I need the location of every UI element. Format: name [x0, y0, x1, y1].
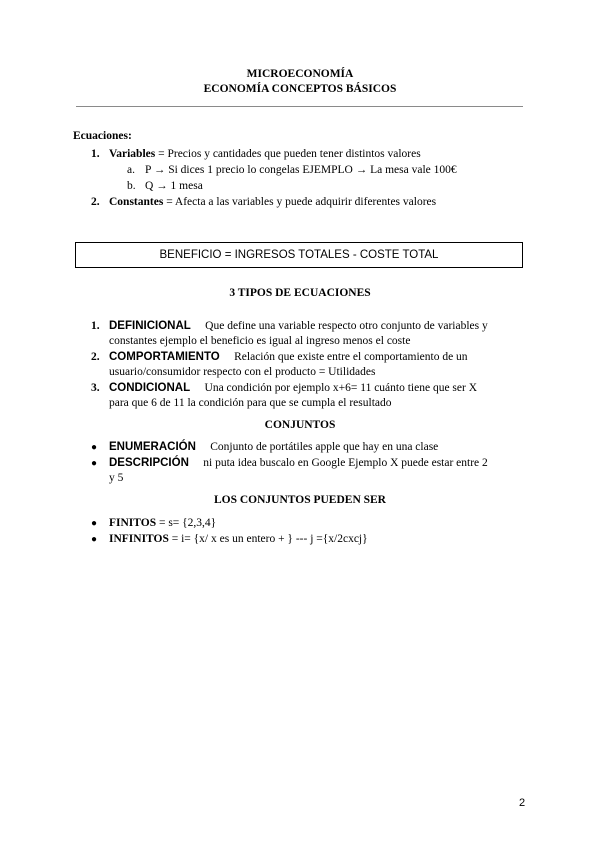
bullet-icon: ● [91, 534, 98, 545]
list-number: 3. [91, 382, 100, 394]
term-definicional: DEFINICIONAL [109, 320, 191, 332]
list-number: 2. [91, 196, 100, 208]
item-continuation: para que 6 de 11 la condición para que se cumpla el resultado [109, 397, 392, 409]
bullet-icon: ● [91, 442, 98, 453]
list-item [109, 382, 477, 394]
document-title: MICROECONOMÍA [246, 68, 354, 80]
term-descripcion: DESCRIPCIÓN [109, 457, 189, 469]
ecuaciones-heading: Ecuaciones: [73, 130, 132, 142]
item-continuation: constantes ejemplo el beneficio es igual al ingreso menos el coste [109, 335, 411, 347]
term-condicional: CONDICIONAL [109, 382, 191, 394]
list-item [109, 517, 216, 529]
page-number: 2 [519, 797, 526, 809]
conjuntos-heading: CONJUNTOS [264, 419, 336, 431]
term-variables: Variables [109, 148, 156, 160]
item-text: = s= {2,3,4} [156, 517, 217, 529]
variables-text: = Precios y cantidades que pueden tener distintos valores [155, 148, 421, 160]
item-continuation: y 5 [109, 472, 124, 484]
list-item [109, 320, 488, 332]
item-text: Conjunto de portátiles apple que hay en una clase [210, 441, 439, 453]
list-number: 1. [91, 320, 100, 332]
list-item [109, 196, 436, 208]
list-number: 1. [91, 148, 100, 160]
sub-item-text: Q → 1 mesa [145, 180, 203, 192]
item-text: Una condición por ejemplo x+6= 11 cuánto tiene que ser X [204, 382, 478, 394]
item-text: = i= {x/ x es un entero + } --- j ={x/2cxcj} [168, 533, 368, 545]
list-item [109, 148, 421, 160]
list-item [109, 457, 488, 469]
list-item [109, 441, 438, 453]
sub-item-text: P → Si dices 1 precio lo congelas EJEMPLO → La mesa vale 100€ [145, 164, 457, 176]
term-finitos: FINITOS [109, 517, 157, 529]
term-comportamiento: COMPORTAMIENTO [109, 351, 220, 363]
bullet-icon: ● [91, 458, 98, 469]
header-divider [76, 106, 523, 107]
term-enumeracion: ENUMERACIÓN [109, 441, 196, 453]
list-item [109, 533, 368, 545]
tipos-heading: 3 TIPOS DE ECUACIONES [229, 287, 371, 299]
term-constantes: Constantes [109, 196, 164, 208]
item-text: Que define una variable respecto otro conjunto de variables y [205, 320, 488, 332]
list-item [109, 351, 468, 363]
list-number: 2. [91, 351, 100, 363]
item-continuation: usuario/consumidor respecto con el producto = Utilidades [109, 366, 376, 378]
term-infinitos: INFINITOS [109, 533, 169, 545]
sub-letter: a. [127, 164, 135, 176]
constantes-text: = Afecta a las variables y puede adquirir diferentes valores [163, 196, 437, 208]
document-subtitle: ECONOMÍA CONCEPTOS BÁSICOS [203, 83, 397, 95]
item-text: Relación que existe entre el comportamiento de un [234, 351, 468, 363]
pueden-ser-heading: LOS CONJUNTOS PUEDEN SER [213, 494, 386, 506]
bullet-icon: ● [91, 518, 98, 529]
formula-box: BENEFICIO = INGRESOS TOTALES - COSTE TOTAL [75, 242, 523, 268]
sub-letter: b. [127, 180, 136, 192]
item-text: ni puta idea buscalo en Google Ejemplo X puede estar entre 2 [203, 457, 488, 469]
